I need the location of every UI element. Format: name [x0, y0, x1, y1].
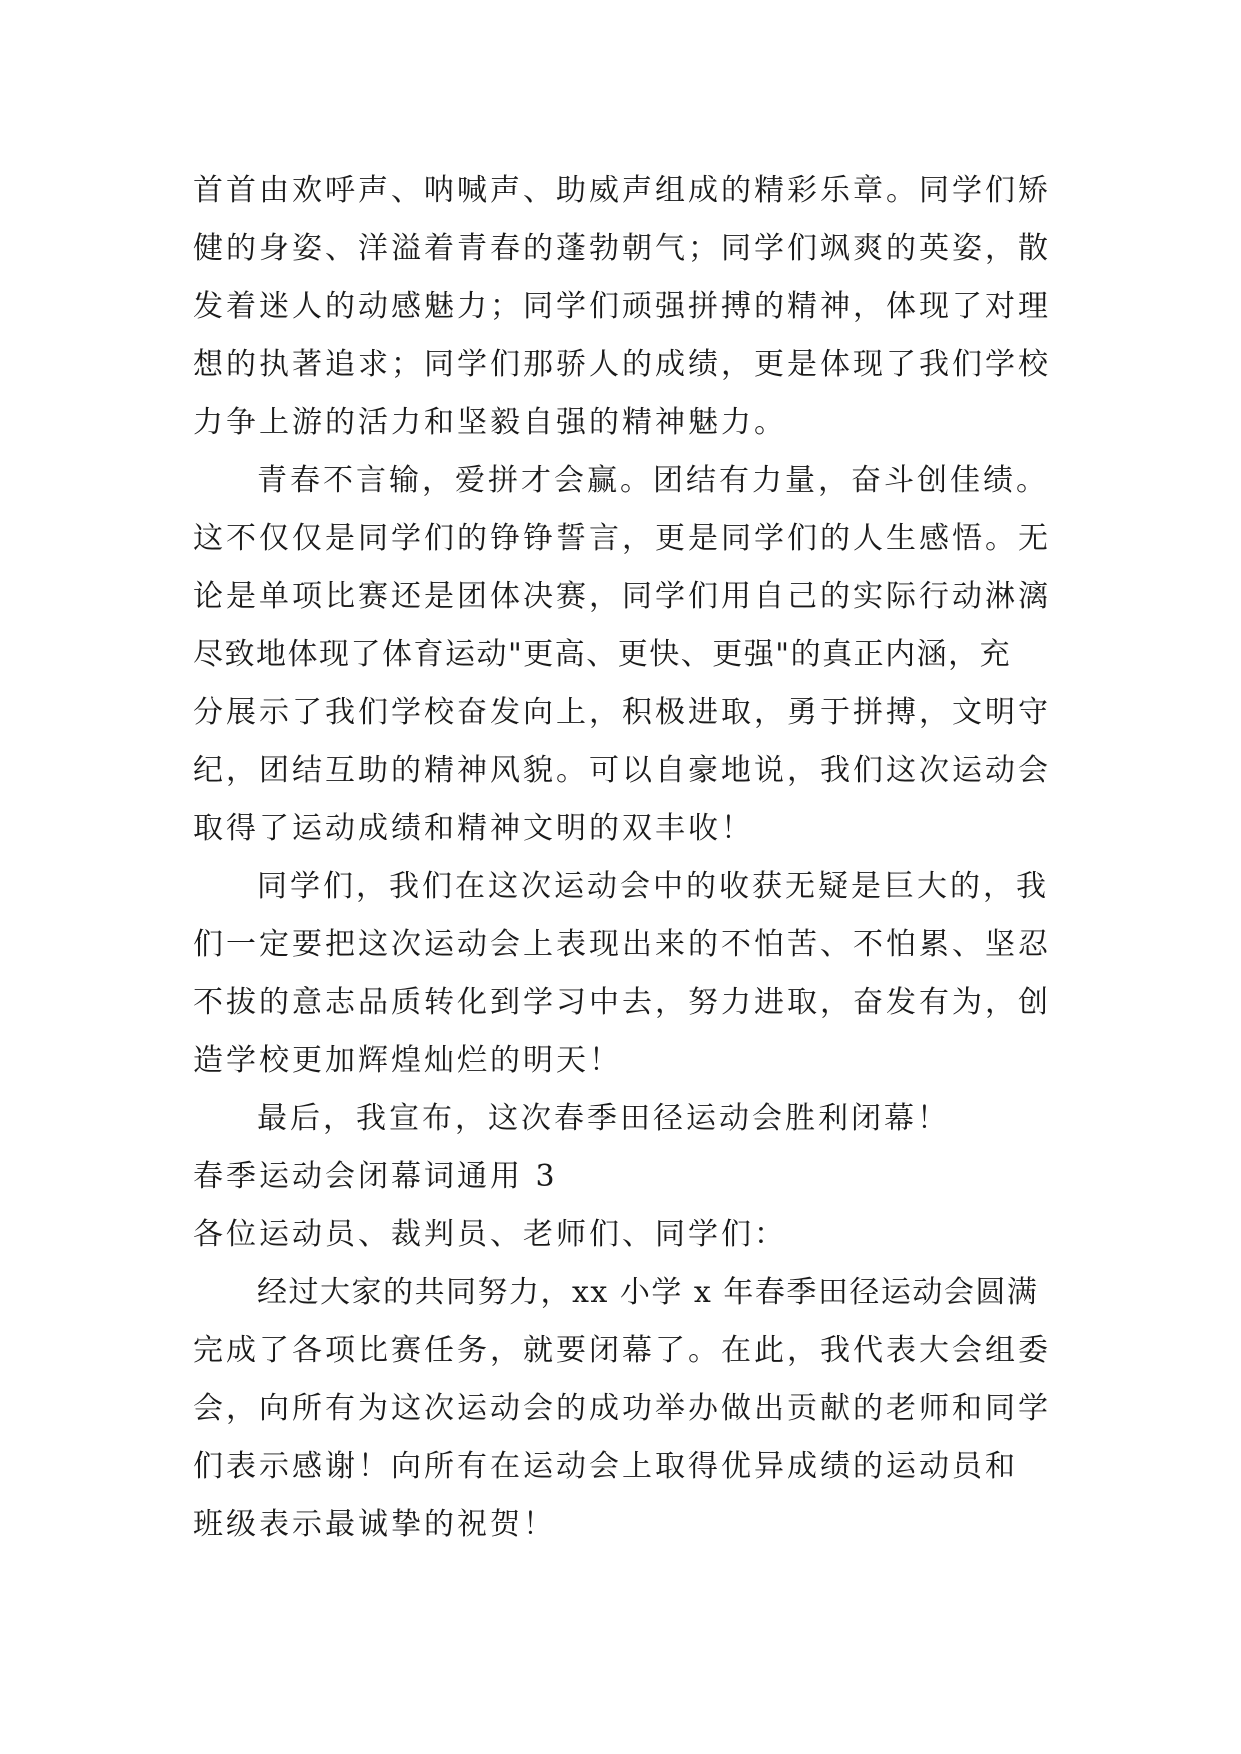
text-line: 发着迷人的动感魅力；同学们顽强拼搏的精神，体现了对理 [193, 289, 1051, 324]
text-line: 首首由欢呼声、呐喊声、助威声组成的精彩乐章。同学们矫 [193, 173, 1051, 208]
paragraph-first-line: 经过大家的共同努力，xx 小学 x 年春季田径运动会圆满 [257, 1275, 1039, 1310]
text-line: 纪，团结互助的精神风貌。可以自豪地说，我们这次运动会 [193, 753, 1051, 788]
paragraph-first-line: 最后，我宣布，这次春季田径运动会胜利闭幕！ [257, 1101, 950, 1136]
text-line: 论是单项比赛还是团体决赛，同学们用自己的实际行动淋漓 [193, 579, 1051, 614]
text-line: 这不仅仅是同学们的铮铮誓言，更是同学们的人生感悟。无 [193, 521, 1051, 556]
text-line: 会，向所有为这次运动会的成功举办做出贡献的老师和同学 [193, 1391, 1051, 1426]
salutation: 各位运动员、裁判员、老师们、同学们： [193, 1217, 787, 1252]
paragraph-first-line: 同学们，我们在这次运动会中的收获无疑是巨大的，我 [257, 869, 1049, 904]
paragraph-first-line: 青春不言输，爱拼才会赢。团结有力量，奋斗创佳绩。 [257, 463, 1049, 498]
text-line: 完成了各项比赛任务，就要闭幕了。在此，我代表大会组委 [193, 1333, 1051, 1368]
section-heading: 春季运动会闭幕词通用 3 [193, 1159, 558, 1194]
text-line: 力争上游的活力和坚毅自强的精神魅力。 [193, 405, 787, 440]
text-line: 们一定要把这次运动会上表现出来的不怕苦、不怕累、坚忍 [193, 927, 1051, 962]
text-line: 尽致地体现了体育运动"更高、更快、更强"的真正内涵，充 [193, 637, 1012, 672]
text-line: 健的身姿、洋溢着青春的蓬勃朝气；同学们飒爽的英姿，散 [193, 231, 1051, 266]
document-body [193, 162, 1053, 1554]
text-line: 分展示了我们学校奋发向上，积极进取，勇于拼搏，文明守 [193, 695, 1051, 730]
text-line: 不拔的意志品质转化到学习中去，努力进取，奋发有为，创 [193, 985, 1051, 1020]
text-line: 造学校更加辉煌灿烂的明天！ [193, 1043, 622, 1078]
text-line: 取得了运动成绩和精神文明的双丰收！ [193, 811, 754, 846]
text-line: 想的执著追求；同学们那骄人的成绩，更是体现了我们学校 [193, 347, 1051, 382]
text-line: 班级表示最诚挚的祝贺！ [193, 1507, 556, 1542]
text-line: 们表示感谢！向所有在运动会上取得优异成绩的运动员和 [193, 1449, 1018, 1484]
